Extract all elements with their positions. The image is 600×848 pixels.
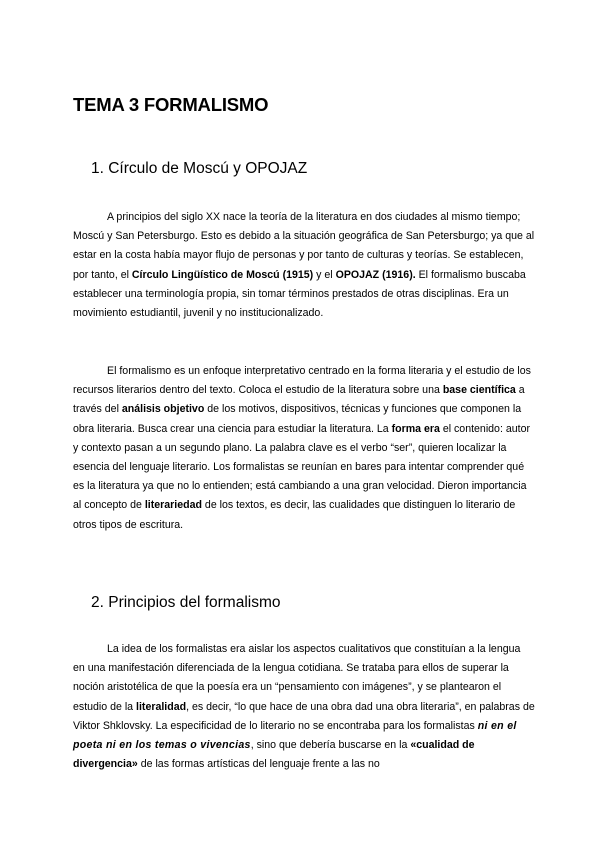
- bold-text-run: forma era: [391, 422, 440, 435]
- bold-text-run: «cualidad de divergencia»: [73, 739, 475, 771]
- text-run: El formalismo buscaba establecer una terminología propia, sin tomar términos prestados de otras disciplinas. Era un movimiento estudiantil, juvenil y no institucionalizado.: [73, 268, 526, 320]
- paragraph: [73, 362, 535, 535]
- bold-text-run: base científica: [442, 384, 516, 397]
- text-run: a través del: [73, 384, 525, 416]
- text-run: de los textos, es decir, las cualidades que distinguen lo literario de otros tipos de escritura.: [73, 499, 516, 531]
- bold-text-run: literariedad: [144, 499, 202, 512]
- bold-text-run: Círculo Lingüístico de Moscú (1915): [131, 268, 314, 281]
- text-run: , sino que debería buscarse en la: [250, 739, 411, 752]
- bold-text-run: literalidad: [136, 700, 187, 713]
- bold-italic-text-run: ni en el poeta ni en los temas o vivencias: [73, 719, 517, 752]
- bold-text-run: análisis objetivo: [121, 403, 205, 416]
- paragraph: [73, 208, 535, 323]
- text-run: de las formas artísticas del lenguaje frente a las no: [137, 758, 380, 771]
- text-run: , es decir, “lo que hace de una obra dad una obra literaria”, en palabras de Viktor Shklovsky. La especificidad de lo literario no se encontraba para los formalistas: [73, 700, 535, 732]
- text-run: y el: [313, 268, 336, 281]
- bold-text-run: OPOJAZ (1916).: [335, 268, 416, 281]
- text-run: La idea de los formalistas era aislar los aspectos cualitativos que constituían a la lengua en una manifestación diferenciada de la lengua cotidiana. Se trataba para ellos de superar la noción aristotélica de que la poesía era un “pensamiento con imágenes”, y se plantearon el estudio de la: [73, 643, 521, 713]
- text-run: el contenido: autor y contexto pasan a un segundo plano. La palabra clave es el verbo “ser”, quieren localizar la esencia del lenguaje literario. Los formalistas se reunían en bares para intentar comprender qué es la literatura ya que no lo entienden; está cambiando a una gran velocidad. Dieron importancia al concepto de: [73, 422, 530, 512]
- document-title: TEMA 3 FORMALISMO: [73, 94, 269, 115]
- text-run: El formalismo es un enfoque interpretativo centrado en la forma literaria y el estudio de los recursos literarios dentro del texto. Coloca el estudio de la literatura sobre una: [73, 365, 531, 397]
- section-heading-2: 2. Principios del formalismo: [91, 594, 281, 611]
- text-run: de los motivos, dispositivos, técnicas y funciones que componen la obra literaria. Busca crear una ciencia para estudiar la literatura. La: [73, 403, 522, 435]
- section-heading-1: 1. Círculo de Moscú y OPOJAZ: [91, 160, 308, 177]
- text-run: A principios del siglo XX nace la teoría de la literatura en dos ciudades al mismo tiempo; Moscú y San Petersburgo. Esto es debido a la situación geográfica de San Petersburgo; ya que al estar en la costa había mayor flujo de personas y por tanto de culturas y teorías. Se establecen, por tanto, el: [73, 211, 535, 281]
- paragraph: [73, 640, 535, 774]
